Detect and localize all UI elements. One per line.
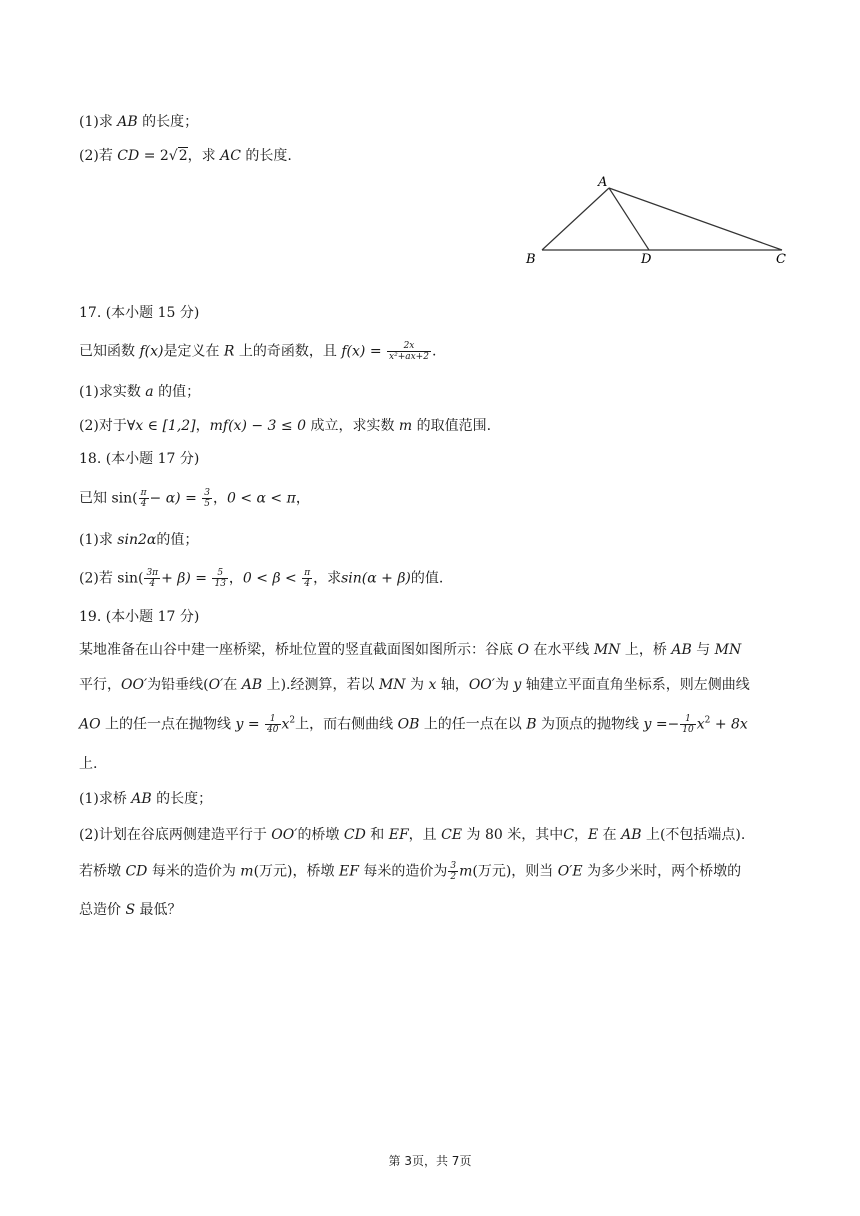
q19-line3: AO 上的任一点在抛物线 y = $\frac{1}{40}$ $x^2$上，而右侧曲线 OB 上的任一点在以 B 为顶点的抛物线 y =− $\frac{1}{10}$ $x^2 + 8x$ (79, 714, 748, 735)
label-c: C (776, 252, 786, 267)
q18-header: 18. (本小题 17 分) (79, 451, 200, 467)
q19-header: 19. (本小题 17 分) (79, 609, 200, 625)
q17-part1: (1)求实数 a 的值； (79, 384, 201, 400)
segment-ad (609, 188, 649, 250)
q19-part1: (1)求桥 AB 的长度； (79, 791, 213, 807)
q16-part2: (2)若 CD = 2√2，求 AC 的长度. (79, 148, 292, 164)
label-d: D (641, 252, 652, 267)
segment-ab (542, 188, 609, 250)
triangle-figure (520, 170, 800, 270)
q19-part2-line2: 若桥墩 CD 每米的造价为 m(万元)，桥墩 EF 每米的造价为 $\frac{3}{2}$ m(万元)，则当 O′E 为多少米时，两个桥墩的 (79, 861, 742, 882)
q18-part2: (2)若 sin( $\frac{3\pi}{4}$ + β) = $\frac{5}{13}$ ，0 < β < $\frac{\pi}{4}$ ，求sin(α + β)的值. (79, 568, 444, 589)
q18-part1: (1)求 sin2α的值； (79, 532, 199, 548)
q17-stem: 已知函数 f(x)是定义在 R 上的奇函数，且 f(x) = $\frac{2x}{\text{x²+ax+2}}$ . (79, 341, 437, 362)
q19-part2-line3: 总造价 S 最低？ (79, 902, 182, 918)
page-footer: 第 3页，共 7页 (388, 1154, 472, 1168)
q19-line1: 某地准备在山谷中建一座桥梁，桥址位置的竖直截面图如图所示：谷底 O 在水平线 MN 上，桥 AB 与 MN (79, 642, 742, 658)
q17-header: 17. (本小题 15 分) (79, 305, 200, 321)
label-a: A (598, 175, 608, 190)
q18-stem: 已知 sin( $\frac{\pi}{4}$ − α) = $\frac{3}{5}$ ，0 < α < π， (79, 488, 310, 509)
q19-part2: (2)计划在谷底两侧建造平行于 OO′的桥墩 CD 和 EF，且 CE 为 80 米，其中C，E 在 AB 上(不包括端点). (79, 827, 746, 843)
label-b: B (526, 252, 536, 267)
q19-line2: 平行，OO′为铅垂线(O′在 AB 上).经测算，若以 MN 为 x 轴，OO′为 y 轴建立平面直角坐标系，则左侧曲线 (79, 677, 750, 693)
segment-ac (609, 188, 782, 250)
q16-part1: (1)求 AB 的长度； (79, 114, 199, 130)
q17-part2: (2)对于∀x ∈ [1,2]，mf(x) − 3 ≤ 0 成立，求实数 m 的取值范围. (79, 418, 492, 434)
q19-line4: 上. (79, 756, 98, 772)
